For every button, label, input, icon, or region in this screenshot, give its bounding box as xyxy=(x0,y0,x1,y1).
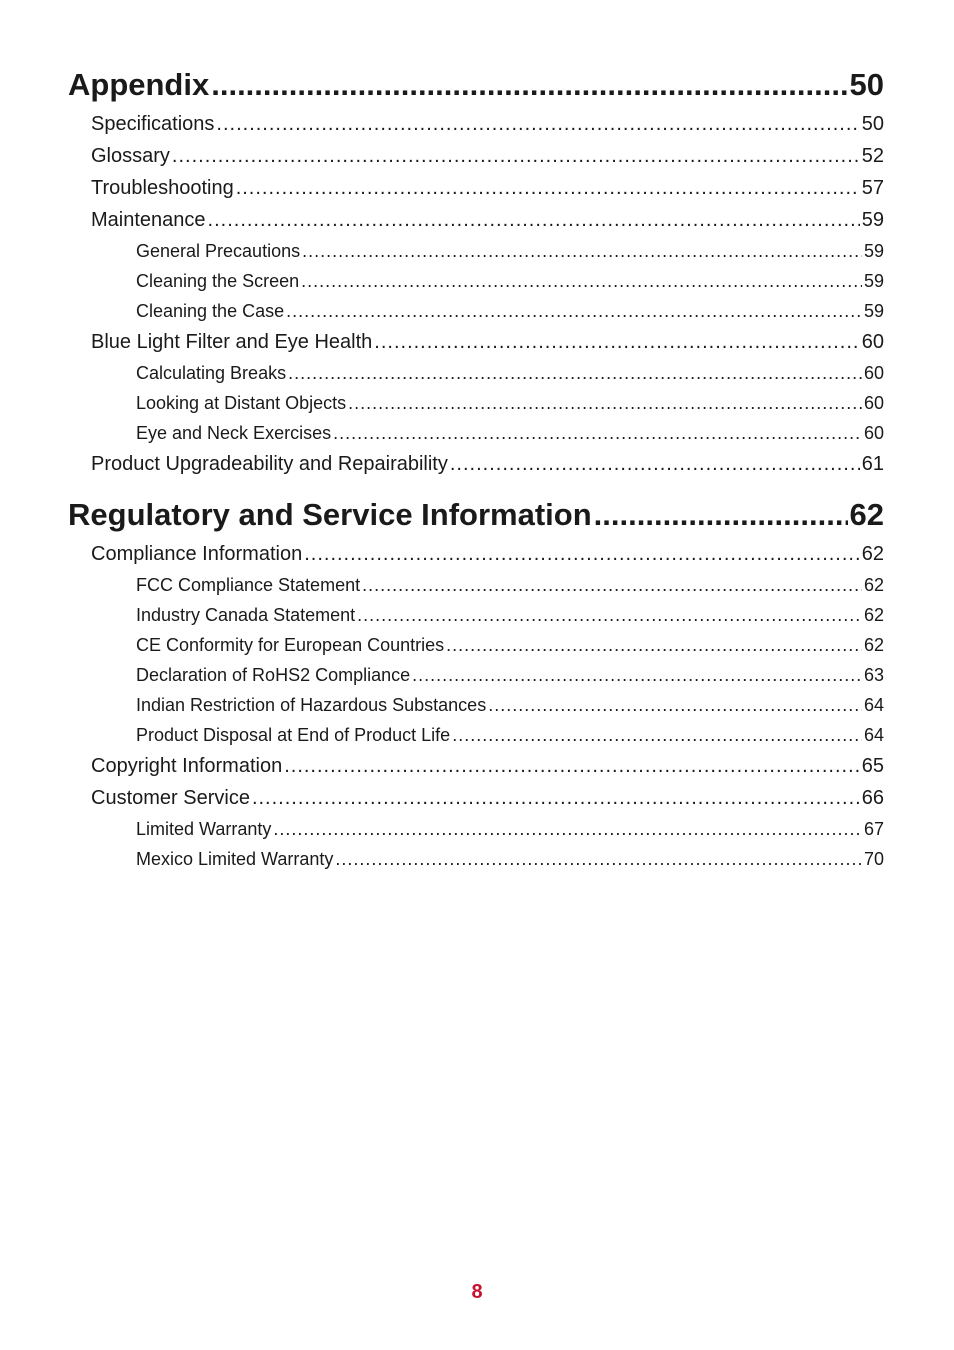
toc-entry-page: 57 xyxy=(861,177,884,199)
dot-leader xyxy=(236,172,860,204)
dot-leader xyxy=(362,570,862,600)
toc-subentry-title: Indian Restriction of Hazardous Substances xyxy=(136,695,487,715)
dot-leader xyxy=(594,492,848,538)
toc-subentry-page: 67 xyxy=(863,819,884,839)
toc-subentry-mexico-limited-warranty[interactable] xyxy=(68,844,884,874)
dot-leader xyxy=(446,630,862,660)
toc-chapter-regulatory[interactable] xyxy=(68,492,884,538)
toc-subentry-product-disposal[interactable] xyxy=(68,720,884,750)
toc-subentry-title: General Precautions xyxy=(136,241,301,261)
toc-entry-copyright-information[interactable] xyxy=(68,750,884,782)
toc-entry-title: Troubleshooting xyxy=(91,177,234,199)
toc-entry-troubleshooting[interactable] xyxy=(68,172,884,204)
toc-subentry-rohs2[interactable] xyxy=(68,660,884,690)
toc-subentry-page: 60 xyxy=(863,393,884,413)
toc-chapter-page: 50 xyxy=(849,67,884,102)
toc-subentry-page: 62 xyxy=(863,635,884,655)
dot-leader xyxy=(208,204,860,236)
toc-subentry-limited-warranty[interactable] xyxy=(68,814,884,844)
toc-subentry-title: Mexico Limited Warranty xyxy=(136,849,334,869)
toc-subentry-title: Calculating Breaks xyxy=(136,363,287,383)
toc-entry-product-upgradeability[interactable] xyxy=(68,448,884,480)
toc-entry-page: 52 xyxy=(861,145,884,167)
toc-subentry-page: 62 xyxy=(863,605,884,625)
toc-subentry-page: 59 xyxy=(863,241,884,261)
dot-leader xyxy=(304,538,860,570)
toc-entry-page: 62 xyxy=(861,543,884,565)
dot-leader xyxy=(452,720,862,750)
toc-chapter-title: Regulatory and Service Information xyxy=(68,497,592,532)
toc-entry-compliance-information[interactable] xyxy=(68,538,884,570)
dot-leader xyxy=(412,660,862,690)
toc-subentry-title: Looking at Distant Objects xyxy=(136,393,347,413)
toc-subentry-title: Product Disposal at End of Product Life xyxy=(136,725,451,745)
toc-subentry-title: Cleaning the Case xyxy=(136,301,285,321)
toc-entry-title: Product Upgradeability and Repairability xyxy=(91,453,448,475)
dot-leader xyxy=(211,62,847,108)
dot-leader xyxy=(335,844,862,874)
toc-entry-page: 66 xyxy=(861,787,884,809)
toc-subentry-page: 62 xyxy=(863,575,884,595)
toc-subentry-indian-restriction[interactable] xyxy=(68,690,884,720)
toc-entry-blue-light-filter[interactable] xyxy=(68,326,884,358)
dot-leader xyxy=(348,388,862,418)
toc-subentry-calculating-breaks[interactable] xyxy=(68,358,884,388)
toc-entry-title: Specifications xyxy=(91,113,215,135)
toc-subentry-page: 63 xyxy=(863,665,884,685)
toc-subentry-cleaning-the-screen[interactable] xyxy=(68,266,884,296)
dot-leader xyxy=(172,140,860,172)
dot-leader xyxy=(302,236,862,266)
dot-leader xyxy=(357,600,862,630)
toc-entry-title: Compliance Information xyxy=(91,543,303,565)
toc-subentry-page: 64 xyxy=(863,725,884,745)
toc-subentry-cleaning-the-case[interactable] xyxy=(68,296,884,326)
toc-subentry-page: 60 xyxy=(863,363,884,383)
toc-chapter-page: 62 xyxy=(849,497,884,532)
toc-chapter-title: Appendix xyxy=(68,67,210,102)
dot-leader xyxy=(374,326,859,358)
dot-leader xyxy=(301,266,862,296)
dot-leader xyxy=(450,448,860,480)
toc-subentry-industry-canada[interactable] xyxy=(68,600,884,630)
toc-subentry-eye-and-neck-exercises[interactable] xyxy=(68,418,884,448)
dot-leader xyxy=(273,814,862,844)
dot-leader xyxy=(286,296,862,326)
toc-subentry-looking-at-distant-objects[interactable] xyxy=(68,388,884,418)
toc-subentry-page: 59 xyxy=(863,271,884,291)
toc-subentry-page: 59 xyxy=(863,301,884,321)
toc-entry-maintenance[interactable] xyxy=(68,204,884,236)
table-of-contents xyxy=(68,62,884,874)
toc-chapter-appendix[interactable] xyxy=(68,62,884,108)
toc-entry-title: Customer Service xyxy=(91,787,250,809)
toc-subentry-title: Limited Warranty xyxy=(136,819,272,839)
toc-subentry-page: 60 xyxy=(863,423,884,443)
dot-leader xyxy=(488,690,862,720)
dot-leader xyxy=(288,358,862,388)
toc-entry-page: 50 xyxy=(861,113,884,135)
toc-entry-page: 60 xyxy=(861,331,884,353)
toc-entry-specifications[interactable] xyxy=(68,108,884,140)
toc-entry-glossary[interactable] xyxy=(68,140,884,172)
toc-subentry-general-precautions[interactable] xyxy=(68,236,884,266)
toc-entry-page: 61 xyxy=(861,453,884,475)
toc-subentry-ce-conformity[interactable] xyxy=(68,630,884,660)
toc-entry-customer-service[interactable] xyxy=(68,782,884,814)
toc-entry-title: Blue Light Filter and Eye Health xyxy=(91,331,373,353)
toc-subentry-title: Cleaning the Screen xyxy=(136,271,300,291)
toc-subentry-fcc-compliance[interactable] xyxy=(68,570,884,600)
toc-entry-title: Maintenance xyxy=(91,209,206,231)
toc-subentry-title: Industry Canada Statement xyxy=(136,605,356,625)
toc-entry-title: Copyright Information xyxy=(91,755,283,777)
toc-subentry-title: Declaration of RoHS2 Compliance xyxy=(136,665,411,685)
dot-leader xyxy=(252,782,860,814)
dot-leader xyxy=(333,418,862,448)
toc-subentry-title: CE Conformity for European Countries xyxy=(136,635,445,655)
toc-subentry-page: 64 xyxy=(863,695,884,715)
toc-subentry-title: Eye and Neck Exercises xyxy=(136,423,332,443)
page-number: 8 xyxy=(471,1281,483,1303)
toc-entry-page: 59 xyxy=(861,209,884,231)
dot-leader xyxy=(284,750,860,782)
dot-leader xyxy=(216,108,859,140)
toc-entry-page: 65 xyxy=(861,755,884,777)
toc-entry-title: Glossary xyxy=(91,145,170,167)
toc-subentry-page: 70 xyxy=(863,849,884,869)
toc-subentry-title: FCC Compliance Statement xyxy=(136,575,361,595)
